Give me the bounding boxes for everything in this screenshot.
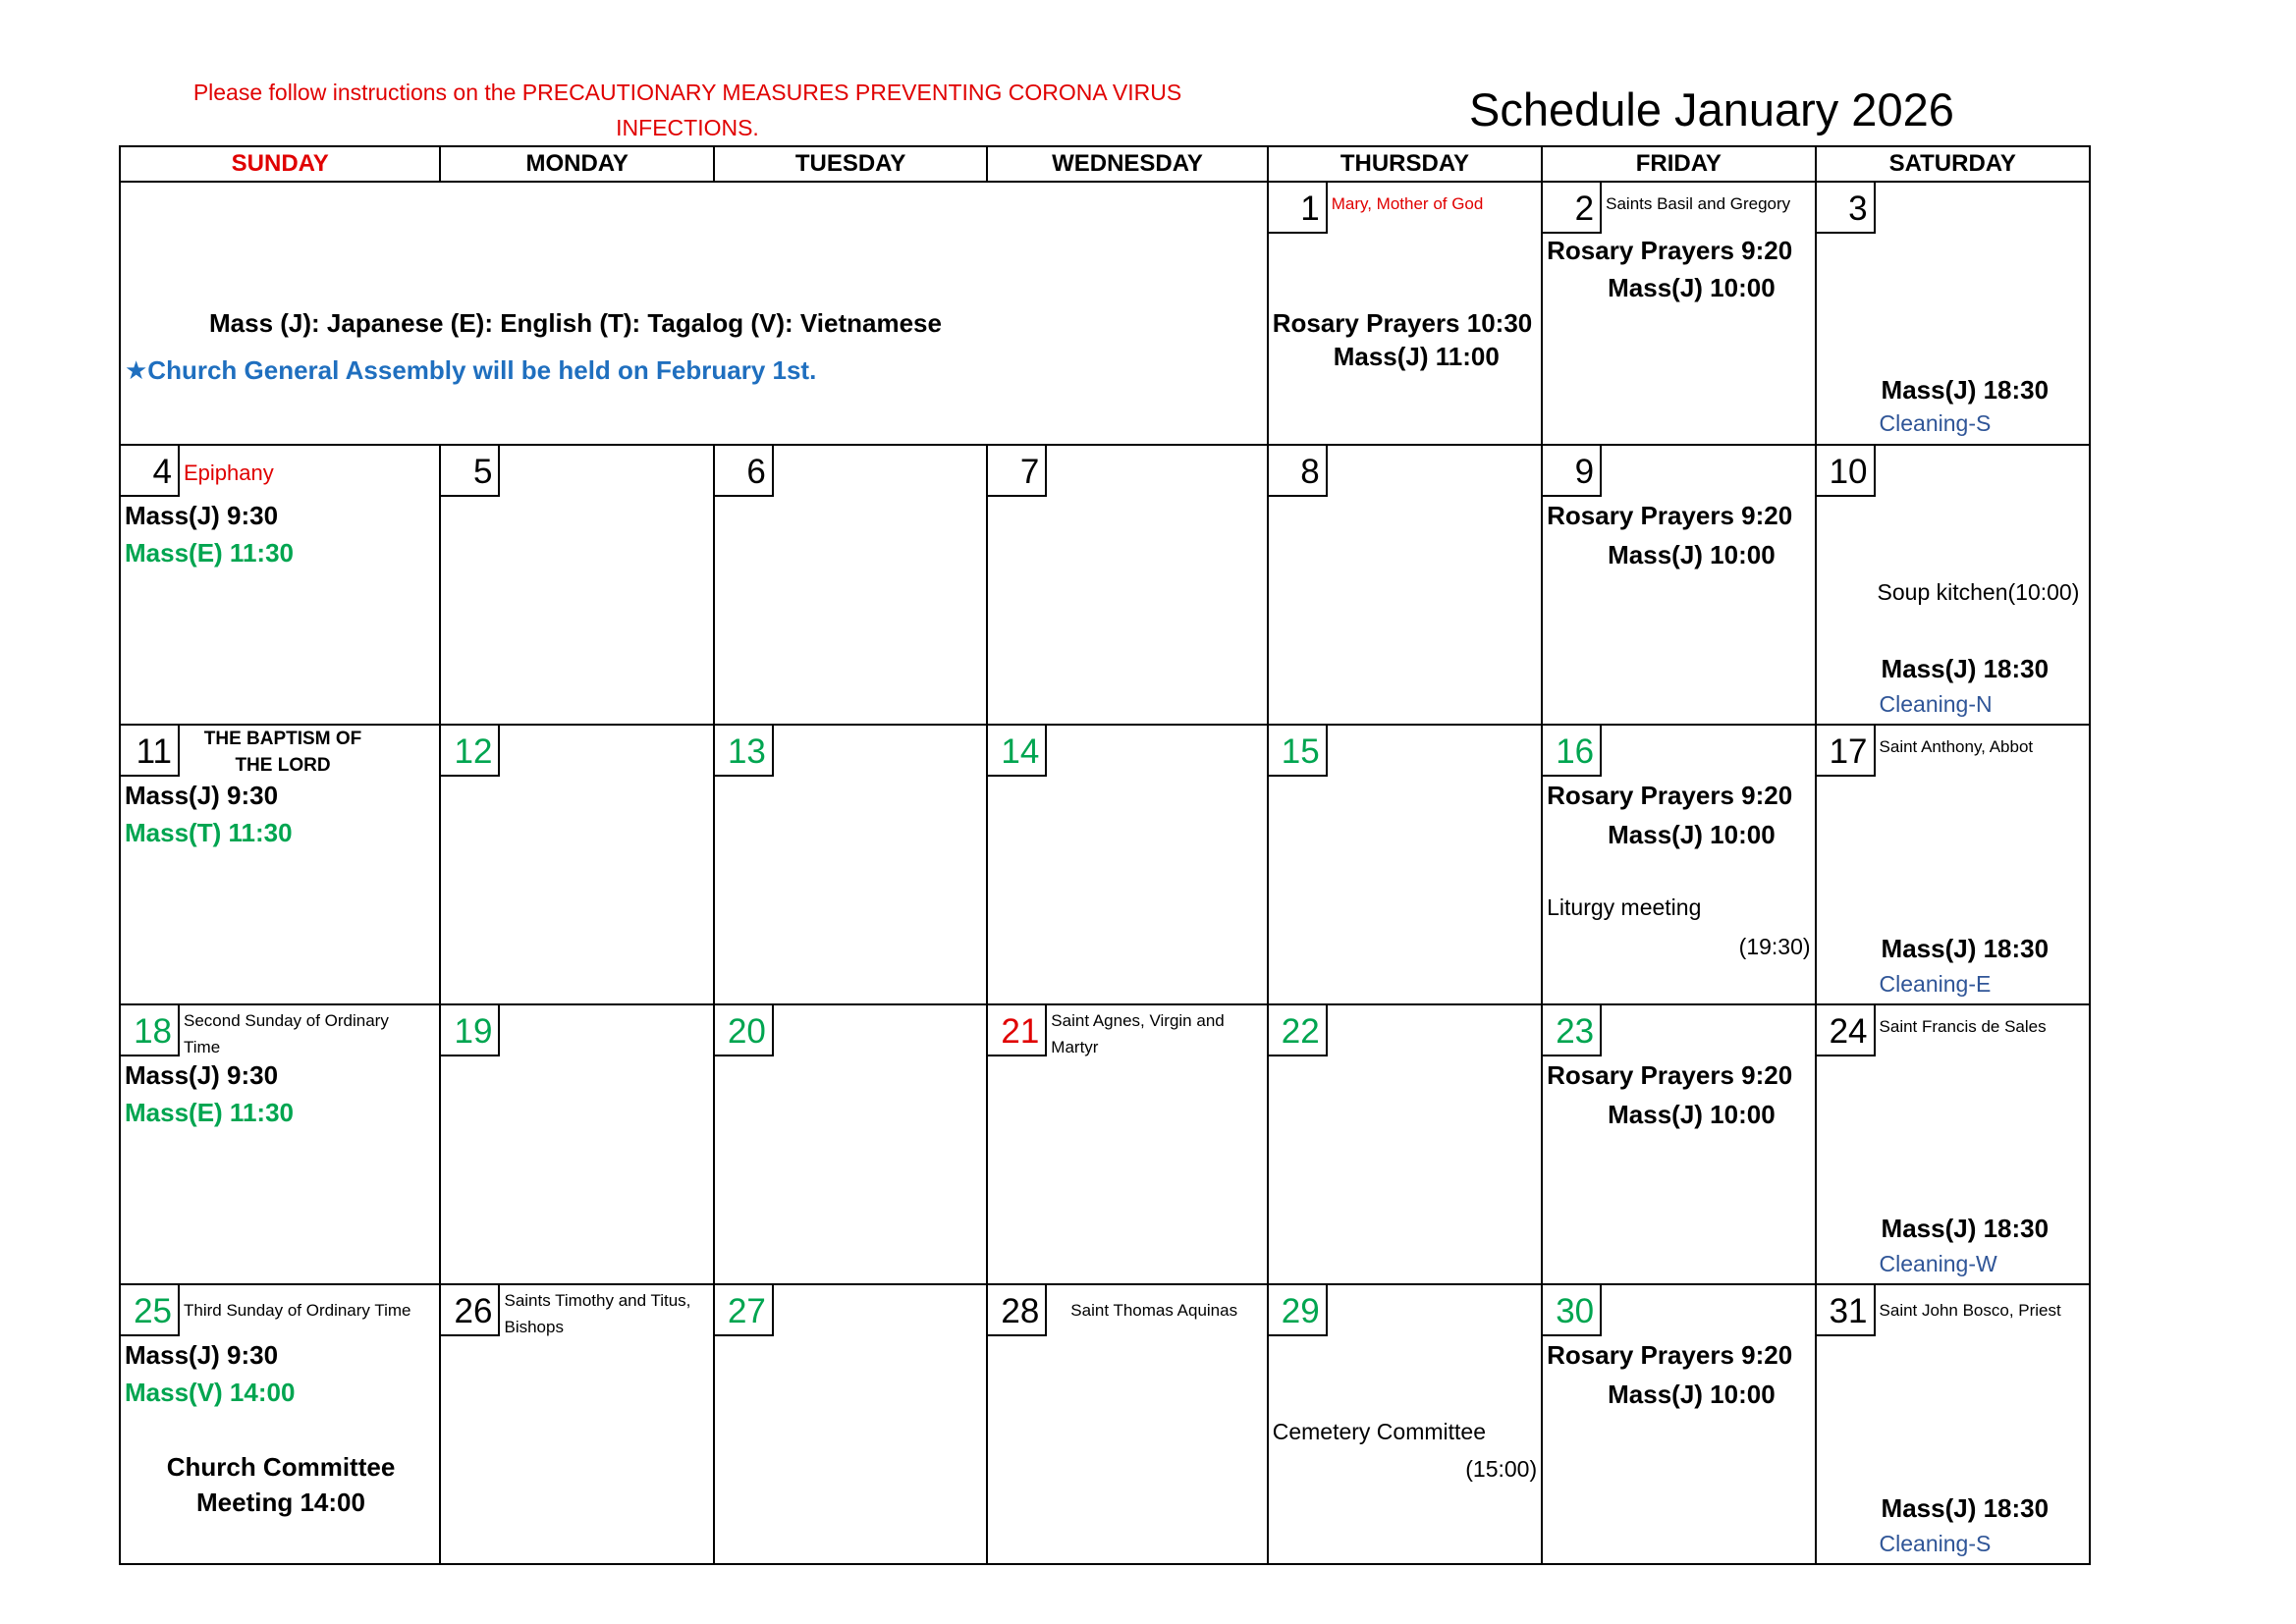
day-cell-26: [440, 1284, 713, 1564]
day-cell-1: [1268, 182, 1542, 445]
weekday-tuesday: TUESDAY: [714, 146, 987, 182]
weekday-thursday: THURSDAY: [1268, 146, 1542, 182]
event-mass: Mass(J) 11:00: [1333, 342, 1500, 371]
day-number: 18: [121, 1005, 180, 1056]
feast-label: Saints Basil and Gregory: [1606, 194, 1791, 213]
feast-label: Epiphany: [184, 460, 274, 485]
day-number: 7: [988, 446, 1047, 497]
event-mass: Mass(J) 10:00: [1608, 1100, 1776, 1129]
week-row: [120, 445, 2090, 725]
day-number: 13: [715, 726, 774, 777]
event-mass: Mass(J) 9:30: [125, 501, 279, 530]
day-cell-2: [1542, 182, 1815, 445]
day-cell-21: [987, 1004, 1267, 1284]
feast-label: Mary, Mother of God: [1331, 194, 1484, 213]
day-cell-19: [440, 1004, 713, 1284]
day-number: 9: [1543, 446, 1602, 497]
day-cell-18: [120, 1004, 440, 1284]
event-rosary: Rosary Prayers 9:20: [1547, 1340, 1793, 1370]
feast-label: Second Sunday of Ordinary Time: [184, 1011, 389, 1056]
weekday-friday: FRIDAY: [1542, 146, 1815, 182]
day-cell-11: [120, 725, 440, 1004]
event-rosary: Rosary Prayers 10:30: [1272, 308, 1533, 338]
day-cell-27: [714, 1284, 987, 1564]
day-number: 19: [441, 1005, 500, 1056]
cleaning-label: Cleaning-E: [1879, 971, 1992, 997]
day-number: 25: [121, 1285, 180, 1336]
precaution-notice: Please follow instructions on the PRECAUTIONARY MEASURES PREVENTING CORONA VIRUS INFECTIONS.: [192, 80, 1182, 140]
day-number: 16: [1543, 726, 1602, 777]
day-number: 22: [1269, 1005, 1328, 1056]
event-committee: Church Committee: [166, 1452, 396, 1482]
event-liturgy-meeting: Liturgy meeting: [1547, 894, 1702, 920]
day-number: 10: [1817, 446, 1876, 497]
day-cell-13: [714, 725, 987, 1004]
day-cell-17: [1816, 725, 2090, 1004]
event-rosary: Rosary Prayers 9:20: [1547, 236, 1793, 265]
day-number: 15: [1269, 726, 1328, 777]
mass-legend: Mass (J): Japanese (E): English (T): Tagalog (V): Vietnamese: [209, 308, 942, 338]
info-cell: [120, 182, 1268, 445]
feast-label: Saint Francis de Sales: [1879, 1017, 2047, 1036]
day-number: 5: [441, 446, 500, 497]
event-cemetery-committee: Cemetery Committee: [1272, 1419, 1486, 1444]
day-number: 27: [715, 1285, 774, 1336]
day-cell-3: [1816, 182, 2090, 445]
day-number: 29: [1269, 1285, 1328, 1336]
event-mass: Mass(J) 18:30: [1881, 934, 2050, 963]
event-mass: Mass(J) 10:00: [1608, 273, 1776, 302]
day-number: 11: [121, 726, 180, 777]
calendar-table: [119, 145, 2091, 1565]
day-number: 23: [1543, 1005, 1602, 1056]
day-cell-14: [987, 725, 1267, 1004]
week-row: [120, 182, 2090, 445]
day-number: 2: [1543, 183, 1602, 234]
event-mass: Mass(J) 10:00: [1608, 1380, 1776, 1409]
event-rosary: Rosary Prayers 9:20: [1547, 1060, 1793, 1090]
feast-label: Third Sunday of Ordinary Time: [184, 1301, 411, 1320]
cleaning-label: Cleaning-S: [1879, 410, 1992, 436]
day-number: 6: [715, 446, 774, 497]
day-cell-31: [1816, 1284, 2090, 1564]
week-row: [120, 725, 2090, 1004]
day-cell-6: [714, 445, 987, 725]
day-cell-4: [120, 445, 440, 725]
event-mass: Mass(J) 9:30: [125, 1340, 279, 1370]
event-mass: Mass(J) 9:30: [125, 781, 279, 810]
weekday-header-row: [120, 146, 2090, 182]
day-number: 17: [1817, 726, 1876, 777]
day-number: 24: [1817, 1005, 1876, 1056]
feast-label: Saint John Bosco, Priest: [1879, 1301, 2061, 1320]
event-mass: Mass(T) 11:30: [125, 818, 293, 847]
feast-label: Saint Anthony, Abbot: [1879, 737, 2034, 756]
day-cell-15: [1268, 725, 1542, 1004]
cleaning-label: Cleaning-W: [1879, 1251, 1997, 1276]
day-number: 20: [715, 1005, 774, 1056]
weekday-saturday: SATURDAY: [1816, 146, 2090, 182]
day-number: 1: [1269, 183, 1328, 234]
event-mass: Mass(J) 9:30: [125, 1060, 279, 1090]
page-title: Schedule January 2026: [1469, 83, 1954, 135]
feast-label: Saint Agnes, Virgin and Martyr: [1051, 1011, 1225, 1056]
day-cell-16: [1542, 725, 1815, 1004]
day-cell-28: [987, 1284, 1267, 1564]
day-cell-7: [987, 445, 1267, 725]
day-cell-12: [440, 725, 713, 1004]
day-number: 8: [1269, 446, 1328, 497]
event-mass: Mass(J) 18:30: [1881, 375, 2050, 405]
day-number: 30: [1543, 1285, 1602, 1336]
event-mass: Mass(J) 10:00: [1608, 820, 1776, 849]
event-mass: Mass(V) 14:00: [125, 1378, 296, 1407]
event-committee-time: Meeting 14:00: [196, 1488, 365, 1517]
event-mass: Mass(J) 18:30: [1881, 1214, 2050, 1243]
day-cell-8: [1268, 445, 1542, 725]
day-number: 26: [441, 1285, 500, 1336]
cleaning-label: Cleaning-N: [1879, 691, 1993, 717]
week-row: [120, 1004, 2090, 1284]
day-cell-22: [1268, 1004, 1542, 1284]
event-mass: Mass(J) 18:30: [1881, 654, 2050, 683]
feast-label: THE BAPTISM OF THE LORD: [203, 729, 362, 776]
day-number: 12: [441, 726, 500, 777]
weekday-wednesday: WEDNESDAY: [987, 146, 1267, 182]
assembly-notice: ★Church General Assembly will be held on February 1st.: [125, 355, 817, 385]
day-cell-23: [1542, 1004, 1815, 1284]
day-number: 21: [988, 1005, 1047, 1056]
event-soup-kitchen: Soup kitchen(10:00): [1877, 579, 2080, 605]
feast-label: Saints Timothy and Titus, Bishops: [504, 1291, 691, 1336]
week-row: [120, 1284, 2090, 1564]
day-number: 3: [1817, 183, 1876, 234]
event-mass: Mass(E) 11:30: [125, 538, 294, 568]
day-number: 31: [1817, 1285, 1876, 1336]
day-number: 28: [988, 1285, 1047, 1336]
event-time: (15:00): [1465, 1456, 1538, 1482]
day-cell-30: [1542, 1284, 1815, 1564]
event-rosary: Rosary Prayers 9:20: [1547, 781, 1793, 810]
day-cell-29: [1268, 1284, 1542, 1564]
event-rosary: Rosary Prayers 9:20: [1547, 501, 1793, 530]
event-mass: Mass(J) 10:00: [1608, 540, 1776, 569]
day-cell-10: [1816, 445, 2090, 725]
day-number: 14: [988, 726, 1047, 777]
day-cell-24: [1816, 1004, 2090, 1284]
feast-label: Saint Thomas Aquinas: [1070, 1301, 1238, 1320]
day-cell-9: [1542, 445, 1815, 725]
event-time: (19:30): [1738, 934, 1811, 959]
event-mass: Mass(E) 11:30: [125, 1098, 294, 1127]
day-cell-25: [120, 1284, 440, 1564]
weekday-sunday: SUNDAY: [120, 146, 440, 182]
weekday-monday: MONDAY: [440, 146, 713, 182]
day-number: 4: [121, 446, 180, 497]
cleaning-label: Cleaning-S: [1879, 1531, 1992, 1556]
day-cell-5: [440, 445, 713, 725]
event-mass: Mass(J) 18:30: [1881, 1493, 2050, 1523]
day-cell-20: [714, 1004, 987, 1284]
